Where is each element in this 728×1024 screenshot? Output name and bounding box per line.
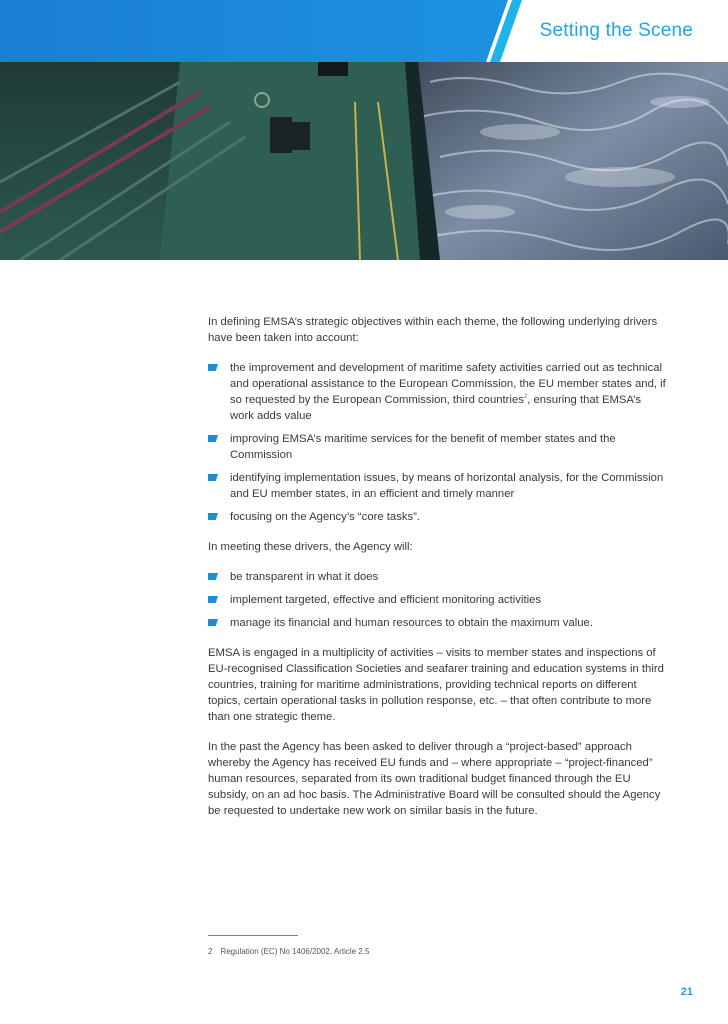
list-item: implement targeted, effective and efficient monitoring activities [208,592,668,608]
footnote [208,947,369,956]
bullet-icon [208,619,218,626]
commitments-list [208,569,668,631]
bullet-icon [208,596,218,603]
list-item: identifying implementation issues, by means of horizontal analysis, for the Commission and EU member states, in an efficient and timely manner [208,470,668,502]
list-item: focusing on the Agency’s “core tasks”. [208,509,668,525]
footnote-text: Regulation (EC) No 1406/2002, Article 2.5 [220,947,370,956]
section-title: Setting the Scene [539,20,693,41]
meeting-intro: In meeting these drivers, the Agency will: [208,541,413,553]
footnote-ref[interactable]: 2 [523,394,528,401]
footnote-number: 2 [208,947,213,956]
hero-image [0,62,728,260]
page-number: 21 [680,986,693,998]
footnote-divider [208,935,298,936]
main-text [208,314,668,833]
projects-paragraph: In the past the Agency has been asked to deliver through a “project-based” approach whereby the Agency has received EU funds and – where appropriate – “project-financed” human resources, separated from its own traditional budget financed through the EU subsidy, on an ad hoc basis. The Administrative Board will be consulted should the Agency be requested to undertake new work on similar basis in the future. [208,741,661,817]
bullet-icon [208,573,218,580]
list-item: be transparent in what it does [208,569,668,585]
ship-deck-illustration [0,62,728,260]
bullet-icon [208,474,218,481]
intro-paragraph: In defining EMSA’s strategic objectives within each theme, the following underlying drivers have been taken into account: [208,316,658,344]
list-item: improving EMSA’s maritime services for the benefit of member states and the Commission [208,431,668,463]
list-item: manage its financial and human resources to obtain the maximum value. [208,615,668,631]
drivers-list [208,360,668,525]
bullet-icon [208,435,218,442]
list-item: the improvement and development of maritime safety activities carried out as technical and operational assistance to the European Commission, the EU member states and, if so requested by the European Commission, third countries$^2$, ensuring that EMSA’s work adds value [208,360,668,424]
activities-paragraph: EMSA is engaged in a multiplicity of activities – visits to member states and inspections of EU-recognised Classification Societies and seafarer training and education systems in third countries, training for maritime administrations, providing technical reports on different topics, certain operational tasks in pollution response, etc. – that often contribute to more than one strategic theme. [208,647,664,723]
page-header [0,0,728,62]
bullet-icon [208,513,218,520]
bullet-icon [208,364,218,371]
